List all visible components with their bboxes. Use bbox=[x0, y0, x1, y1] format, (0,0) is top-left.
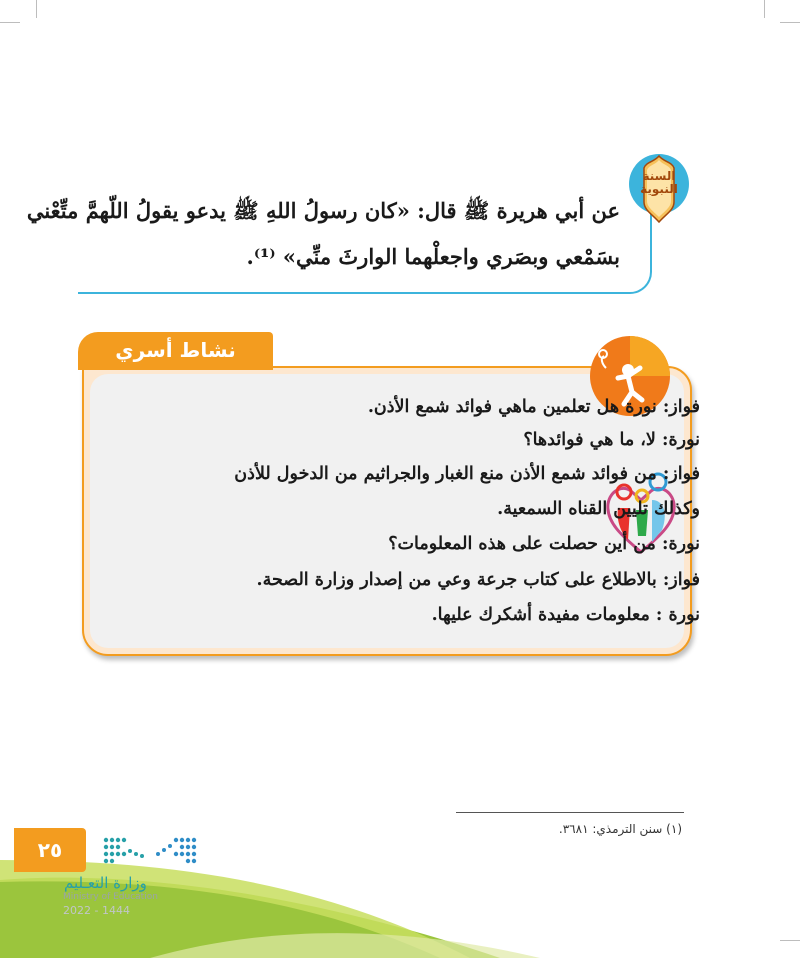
crop-mark bbox=[36, 0, 37, 18]
crop-mark bbox=[764, 0, 765, 18]
activity-title: نشاط أسري bbox=[115, 338, 236, 362]
ministry-name-english: Ministry of Education bbox=[63, 892, 158, 902]
ministry-year: 2022 - 1444 bbox=[63, 904, 130, 917]
dialogue-line: نورة: من أين حصلت على هذه المعلومات؟ bbox=[388, 534, 700, 554]
hadith-text-line-1: عن أبي هريرة ﷺ قال: «كان رسولُ اللهِ ﷺ يدعو يقولُ اللّهمَّ متِّعْني bbox=[26, 198, 620, 223]
dialogue-line: وكذلك تليين القناه السمعية. bbox=[497, 499, 700, 519]
ministry-name-arabic: وزارة التعـليم bbox=[64, 874, 147, 892]
dialogue-line: فواز: بالاطلاع على كتاب جرعة وعي من إصدار وزارة الصحة. bbox=[256, 570, 700, 590]
ministry-logo-icon bbox=[98, 834, 208, 868]
activity-title-tab bbox=[78, 332, 273, 370]
sunnah-badge bbox=[628, 150, 690, 226]
dialogue-line: نورة: لا، ما هي فوائدها؟ bbox=[523, 430, 700, 450]
footnote-divider bbox=[456, 812, 684, 813]
crop-mark bbox=[780, 22, 800, 23]
crop-mark bbox=[0, 22, 20, 23]
dialogue-line: فواز: نورة هل تعلمين ماهي فوائد شمع الأذن. bbox=[367, 397, 700, 417]
badge-line-1: السنة bbox=[642, 169, 676, 183]
hadith-text-line-2: بسَمْعي وبصَري واجعلْهما الوارثَ منِّي» ⁽¹⁾. bbox=[246, 244, 620, 269]
dialogue-line: فواز: من فوائد شمع الأذن منع الغبار والجراثيم من الدخول للأذن bbox=[234, 464, 700, 484]
footnote: (١) سنن الترمذي: ٣٦٨١. bbox=[558, 822, 682, 836]
badge-line-2: النبوية bbox=[640, 182, 678, 196]
page-number: ٢٥ bbox=[14, 828, 86, 872]
dialogue-line: نورة : معلومات مفيدة أشكرك عليها. bbox=[431, 605, 700, 625]
